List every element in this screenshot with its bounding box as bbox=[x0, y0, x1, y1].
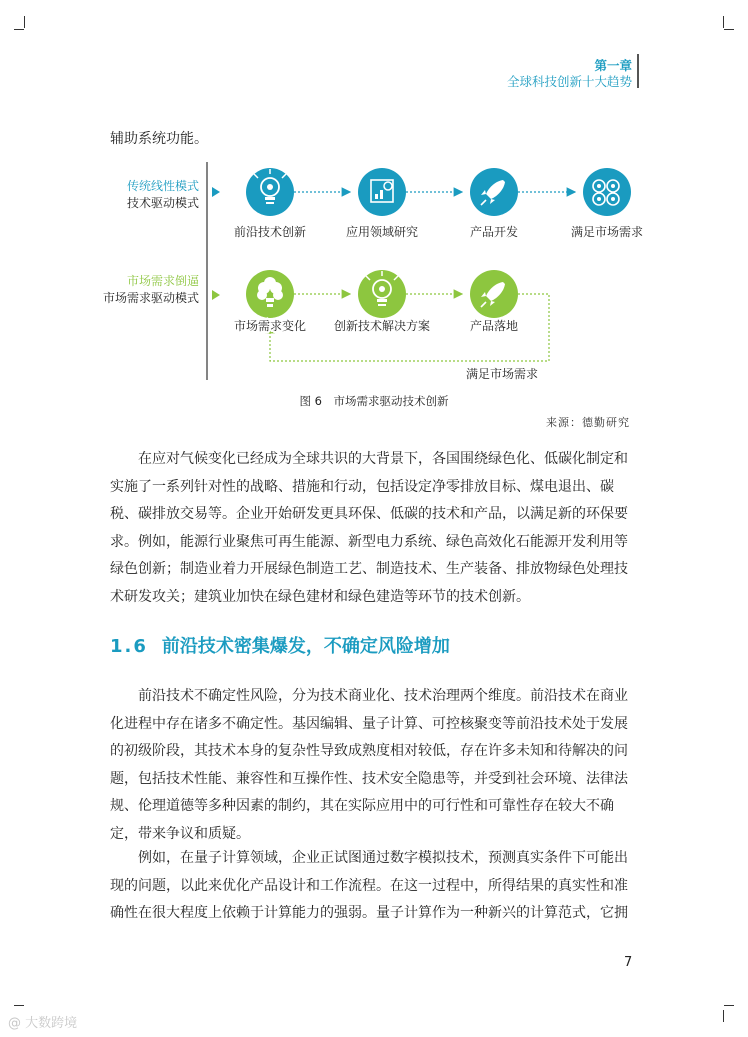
cells-icon bbox=[583, 168, 631, 216]
row2-step-label: 产品落地 bbox=[469, 319, 519, 333]
crop-mark bbox=[14, 1005, 24, 1006]
row1-step-label: 应用领域研究 bbox=[345, 225, 419, 239]
watermark: @ 大数跨境 bbox=[8, 1016, 78, 1031]
chart-gear-icon bbox=[358, 168, 406, 216]
row2-label-2: 市场需求驱动模式 bbox=[102, 291, 199, 305]
row1-label-2: 技术驱动模式 bbox=[126, 196, 199, 210]
row1-pointer bbox=[212, 187, 220, 197]
section-title: 前沿技术密集爆发，不确定风险增加 bbox=[161, 636, 450, 657]
row2-label-1: 市场需求倒逼 bbox=[126, 274, 199, 288]
section-heading bbox=[110, 632, 450, 658]
row1-step-label: 满足市场需求 bbox=[570, 225, 644, 239]
row2-pointer bbox=[212, 290, 220, 300]
brain-tree-icon bbox=[246, 270, 294, 318]
crop-mark bbox=[723, 1010, 724, 1022]
row1-label-1: 传统线性模式 bbox=[126, 179, 199, 193]
lightbulb-gear-icon bbox=[358, 270, 406, 318]
paragraph-climate: 在应对气候变化已经成为全球共识的大背景下，各国围绕绿色化、低碳化制定和实施了一系列针对性的战略、措施和行动，包括设定净零排放目标、煤电退出、碳税、碳排放交易等。企业开始研发更具环保、低碳的技术和产品，以满足新的环保要求。例如，能源行业聚焦可再生能源、新型电力系统、绿色高效化石能源开发利用等绿色创新；制造业着力开展绿色制造工艺、制造技术、生产装备、排放物绿色处理技术研发攻关；建筑业加快在绿色建材和绿色建造等环节的技术创新。 bbox=[110, 451, 628, 605]
row1-step-label: 前沿技术创新 bbox=[233, 225, 307, 239]
rocket-icon bbox=[470, 270, 518, 318]
row2-step-label: 市场需求变化 bbox=[233, 319, 307, 333]
row1-step-label: 产品开发 bbox=[469, 225, 519, 239]
paragraph-risk: 前沿技术不确定性风险，分为技术商业化、技术治理两个维度。前沿技术在商业化进程中存在诸多不确定性。基因编辑、量子计算、可控核聚变等前沿技术处于发展的初级阶段，其技术本身的复杂性导致成熟度相对较低，存在许多未知和待解决的问题，包括技术性能、兼容性和互操作性、技术安全隐患等，并受到社会环境、法律法规、伦理道德等多种因素的制约，其在实际应用中的可行性和可靠性存在较大不确定，带来争议和质疑。 bbox=[110, 688, 628, 842]
figure-source: 来源：德勤研究 bbox=[546, 416, 630, 429]
feedback-label: 满足市场需求 bbox=[465, 367, 539, 381]
paragraph-quantum: 例如，在量子计算领域，企业正试图通过数字模拟技术，预测真实条件下可能出现的问题，以此来优化产品设计和工作流程。在这一过程中，所得结果的真实性和准确性在很大程度上依赖于计算能力的强弱。量子计算作为一种新兴的计算范式，它拥 bbox=[110, 850, 628, 921]
row2-step-label: 创新技术解决方案 bbox=[333, 319, 431, 333]
lightbulb-gear-icon bbox=[246, 168, 294, 216]
section-number: 1.6 bbox=[110, 636, 148, 657]
chapter-subtitle: 全球科技创新十大趋势 bbox=[506, 74, 632, 89]
crop-mark bbox=[724, 1005, 734, 1006]
chapter-label: 第一章 bbox=[594, 58, 632, 73]
page-number: 7 bbox=[624, 955, 633, 970]
figure-caption: 图 6 市场需求驱动技术创新 bbox=[299, 394, 449, 408]
figure-diagram bbox=[0, 0, 748, 420]
rocket-icon bbox=[470, 168, 518, 216]
intro-line: 辅助系统功能。 bbox=[110, 131, 208, 147]
